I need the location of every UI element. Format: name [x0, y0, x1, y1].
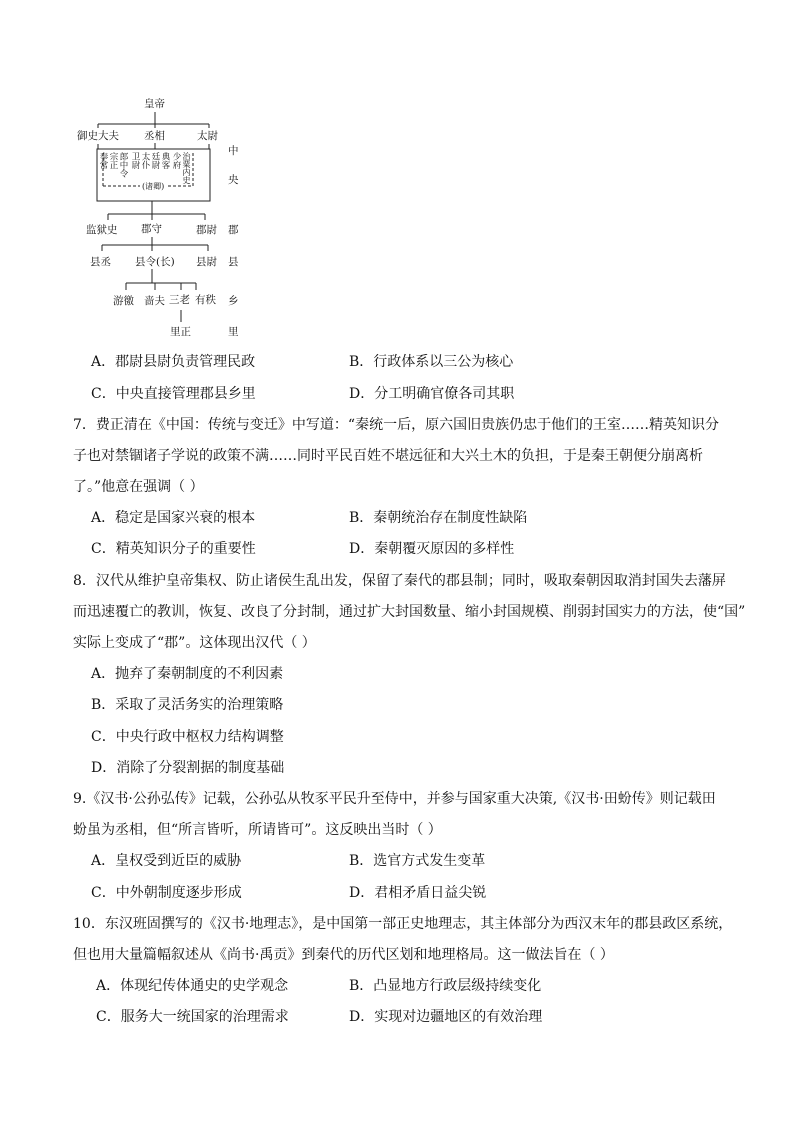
minister-label: 太仆	[140, 152, 150, 169]
question-stem-line: 子也对禁锢诸子学说的政策不满……同时平民百姓不堪远征和大兴土木的负担，于是秦王朝便分崩离析	[73, 448, 703, 464]
option-a[interactable]: A．稳定是国家兴衰的根本	[91, 510, 256, 526]
question-stem-line: 10．东汉班固撰写的《汉书·地理志》，是中国第一部正史地理志，其主体部分为西汉末年的郡县政区系统，	[73, 916, 733, 932]
county-magistrate-label: 县令(长)	[135, 256, 175, 268]
minister-label: 卫尉	[130, 152, 140, 169]
level-label: 县	[228, 256, 239, 268]
option-c[interactable]: C．中央直接管理郡县乡里	[91, 386, 256, 402]
township-elders-label: 三老	[169, 294, 190, 306]
option-b[interactable]: B．行政体系以三公为核心	[349, 354, 514, 370]
question-stem-line: 而迅速覆亡的教训，恢复、改良了分封制，通过扩大封国数量、缩小封国规模、削弱封国实力的方法，使“国”	[73, 604, 746, 620]
question-stem-line: 8．汉代从维护皇帝集权、防止诸侯生乱出发，保留了秦代的郡县制；同时，吸取秦朝因取消封国失去藩屏	[73, 573, 726, 589]
lord-censor-label: 御史大夫	[77, 130, 119, 142]
minister-label: 廷尉	[150, 152, 160, 169]
option-d[interactable]: D．消除了分裂割据的制度基础	[91, 760, 285, 776]
level-label: 里	[228, 326, 239, 338]
village-head-label: 里正	[170, 326, 191, 338]
question-stem-line: 蚡虽为丞相，但“所言皆听，所请皆可”。这反映出当时（ ）	[73, 822, 442, 838]
option-c[interactable]: C．服务大一统国家的治理需求	[96, 1009, 289, 1025]
option-d[interactable]: D．君相矛盾日益尖锐	[349, 885, 487, 901]
minister-label: 治粟内史	[182, 152, 191, 184]
option-b[interactable]: B．凸显地方行政层级持续变化	[349, 978, 542, 994]
township-sefu-label: 啬夫	[144, 295, 165, 307]
option-b[interactable]: B．秦朝统治存在制度性缺陷	[349, 510, 528, 526]
township-youzhi-label: 有秩	[195, 294, 216, 306]
official-system-diagram	[0, 0, 794, 360]
option-d[interactable]: D．实现对边疆地区的有效治理	[349, 1009, 543, 1025]
county-assistant-label: 县丞	[90, 256, 111, 268]
option-d[interactable]: D．秦朝覆灭原因的多样性	[349, 541, 515, 557]
commandery-commandant-label: 郡尉	[196, 224, 217, 236]
ministers-caption: (诸卿)	[142, 182, 165, 191]
level-label: 郡	[228, 224, 239, 236]
lord-commandant-label: 太尉	[197, 130, 218, 142]
option-a[interactable]: A．皇权受到近臣的威胁	[91, 853, 242, 869]
minister-label: 郎中令	[118, 152, 128, 178]
question-stem-line: 实际上变成了“郡”。这体现出汉代（ ）	[73, 635, 316, 651]
minister-label: 奉常	[98, 152, 108, 169]
question-stem-line: 了。”他意在强调（ ）	[73, 479, 204, 495]
township-patrol-label: 游徼	[113, 295, 134, 307]
level-label: 乡	[228, 295, 239, 307]
minister-label: 少府	[171, 152, 181, 169]
commandery-supervisor-label: 监狱史	[86, 224, 118, 236]
option-c[interactable]: C．中央行政中枢权力结构调整	[91, 729, 284, 745]
county-commandant-label: 县尉	[196, 256, 217, 268]
level-label: 央	[228, 174, 239, 186]
commandery-governor-label: 郡守	[141, 223, 162, 235]
option-c[interactable]: C．精英知识分子的重要性	[91, 541, 256, 557]
question-stem-line: 9.《汉书·公孙弘传》记载，公孙弘从牧豕平民升至侍中，并参与国家重大决策,《汉书·田蚡传》则记载田	[73, 791, 716, 807]
question-stem-line: 但也用大量篇幅叙述从《尚书·禹贡》到秦代的历代区划和地理格局。这一做法旨在（ ）	[73, 947, 614, 963]
option-b[interactable]: B．选官方式发生变革	[349, 853, 486, 869]
option-a[interactable]: A．抛弃了秦朝制度的不利因素	[91, 666, 284, 682]
minister-label: 宗正	[108, 152, 118, 169]
question-stem-line: 7．费正清在《中国：传统与变迁》中写道：“秦统一后，原六国旧贵族仍忠于他们的王室……精英知识分	[73, 417, 720, 433]
option-c[interactable]: C．中外朝制度逐步形成	[91, 885, 242, 901]
emperor-label: 皇帝	[144, 98, 165, 110]
level-label: 中	[228, 145, 239, 157]
option-a[interactable]: A．体现纪传体通史的史学观念	[96, 978, 289, 994]
option-a[interactable]: A．郡尉县尉负责管理民政	[91, 354, 256, 370]
option-d[interactable]: D．分工明确官僚各司其职	[349, 386, 515, 402]
lord-chancellor-label: 丞相	[144, 130, 165, 142]
minister-label: 典客	[160, 152, 170, 169]
option-b[interactable]: B．采取了灵活务实的治理策略	[91, 697, 284, 713]
